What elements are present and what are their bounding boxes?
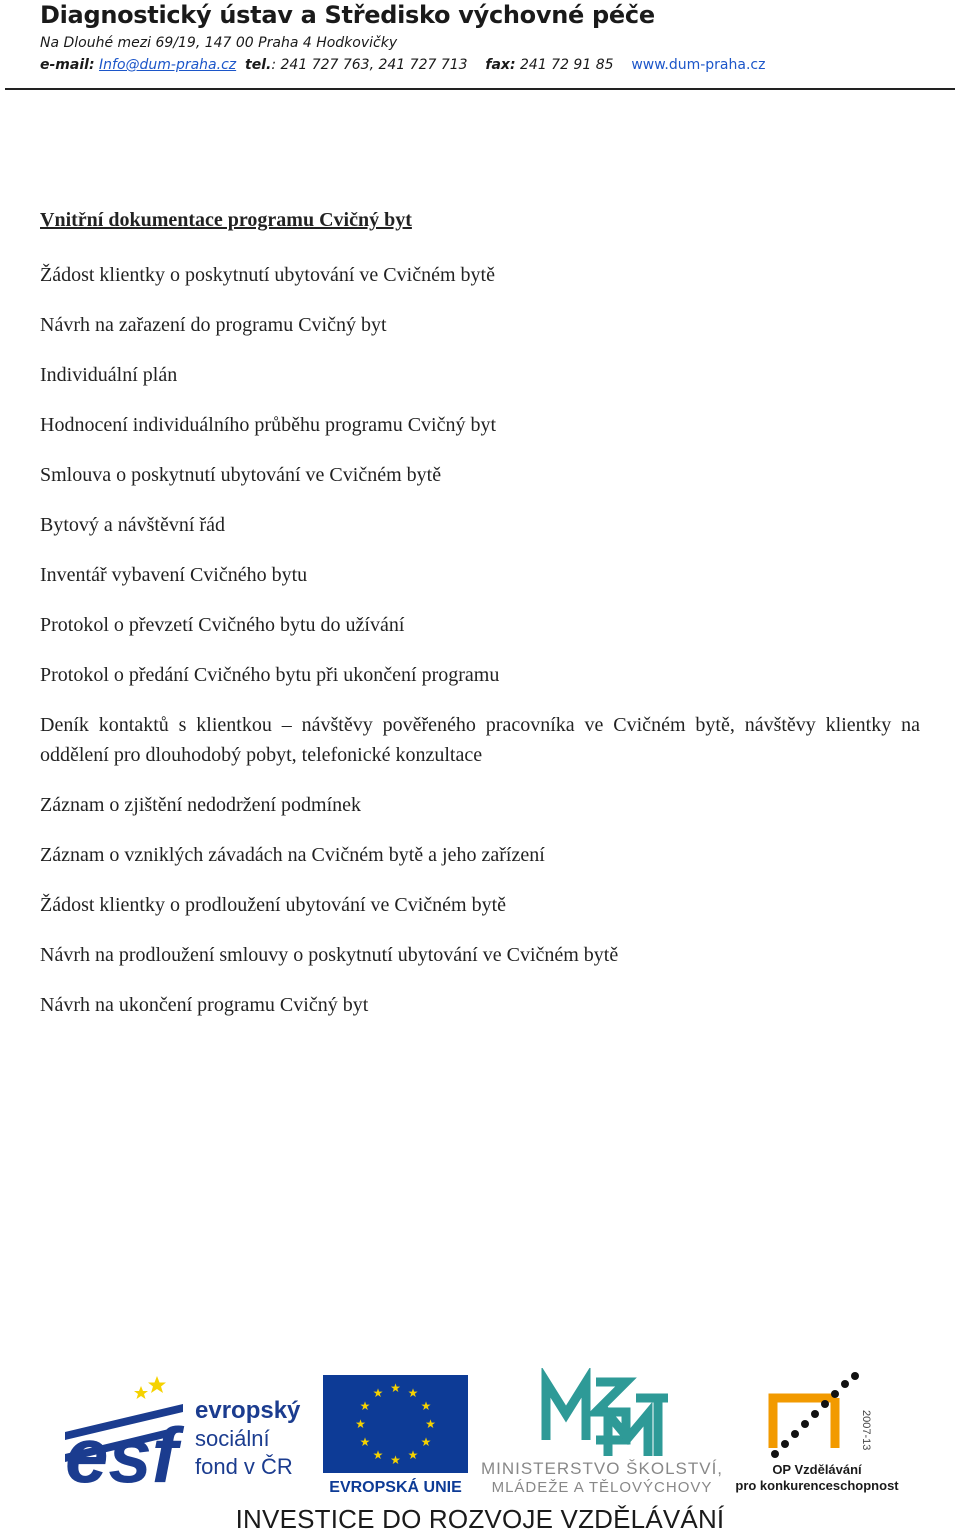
svg-text:★: ★ [420,1399,432,1413]
list-item: Protokol o předání Cvičného bytu při ukončení programu [40,664,500,686]
email-link[interactable]: Info@dum-praha.cz [99,57,237,73]
list-item: Inventář vybavení Cvičného bytu [40,564,308,586]
esf-mark: esf [65,1411,178,1495]
list-item: Deník kontaktů s klientkou – návštěvy pověřeného pracovníka ve Cvičném bytě, návštěvy klientky na oddělení pro dlouhodobý pobyt, telefonické konzultace [40,714,920,766]
tel-numbers: : 241 727 763, 241 727 713 [271,57,468,73]
organization-address: Na Dlouhé mezi 69/19, 147 00 Praha 4 Hodkovičky [40,35,398,51]
list-item: Záznam o vzniklých závadách na Cvičném bytě a jeho zařízení [40,844,545,866]
document-title: Vnitřní dokumentace programu Cvičný byt [40,209,412,231]
investice-slogan: INVESTICE DO ROZVOJE VZDĚLÁVÁNÍ [235,1504,725,1534]
list-item: Individuální plán [40,364,178,386]
header-divider [5,88,955,90]
svg-text:★: ★ [355,1417,366,1431]
list-item: Protokol o převzetí Cvičného bytu do užívání [40,614,405,636]
op-vzdelavani-logo [735,1370,900,1495]
msmt-logo [478,1368,726,1498]
op-line1: OP Vzdělávání [772,1462,862,1477]
msmt-line2: MLÁDEŽE A TĚLOVÝCHOVY [491,1479,713,1496]
list-item: Návrh na zařazení do programu Cvičný byt [40,314,387,336]
funding-logos [0,1360,960,1540]
svg-text:★: ★ [420,1435,432,1449]
eu-label: EVROPSKÁ UNIE [329,1479,462,1495]
list-item: Záznam o zjištění nedodržení podmínek [40,794,362,816]
list-item: Bytový a návštěvní řád [40,514,225,536]
website-link[interactable]: www.dum-praha.cz [631,57,766,73]
svg-text:★: ★ [425,1417,436,1431]
document-body [40,205,920,1040]
svg-text:★: ★ [359,1399,371,1413]
svg-text:★: ★ [359,1435,371,1449]
letterhead [40,0,940,76]
organization-name: Diagnostický ústav a Středisko výchovné péče [40,1,655,29]
esf-logo [65,1370,315,1495]
fax-label: fax: [485,57,516,73]
eu-flag-logo [323,1375,468,1495]
svg-text:★: ★ [372,1386,384,1400]
contact-line: e-mail: Info@dum-praha.cz tel.: 241 727 763, 241 727 713 fax: 241 72 91 85 www.dum-praha.cz [40,57,766,73]
email-label: e-mail [40,57,89,73]
op-years: 2007-13 [860,1410,872,1451]
list-item: Smlouva o poskytnutí ubytování ve Cvičném bytě [40,464,442,486]
esf-line1: evropský [195,1397,301,1424]
fax-number: 241 72 91 85 [520,57,614,73]
msmt-line1: MINISTERSTVO ŠKOLSTVÍ, [480,1459,724,1478]
op-line2: pro konkurenceschopnost [735,1478,899,1493]
list-item: Žádost klientky o poskytnutí ubytování ve Cvičném bytě [40,264,495,286]
list-item: Žádost klientky o prodloužení ubytování ve Cvičném bytě [40,894,507,916]
svg-text:★: ★ [390,1453,401,1467]
tel-label: tel. [245,57,272,73]
svg-text:★: ★ [372,1448,384,1462]
esf-line2: sociální [195,1426,270,1451]
svg-text:★: ★ [390,1381,401,1395]
list-item: Návrh na ukončení programu Cvičný byt [40,994,369,1016]
svg-text:★: ★ [407,1448,419,1462]
esf-line3: fond v ČR [195,1454,293,1479]
list-item: Návrh na prodloužení smlouvy o poskytnutí ubytování ve Cvičném bytě [40,944,619,966]
svg-text:★: ★ [407,1386,419,1400]
list-item: Hodnocení individuálního průběhu programu Cvičný byt [40,414,497,436]
